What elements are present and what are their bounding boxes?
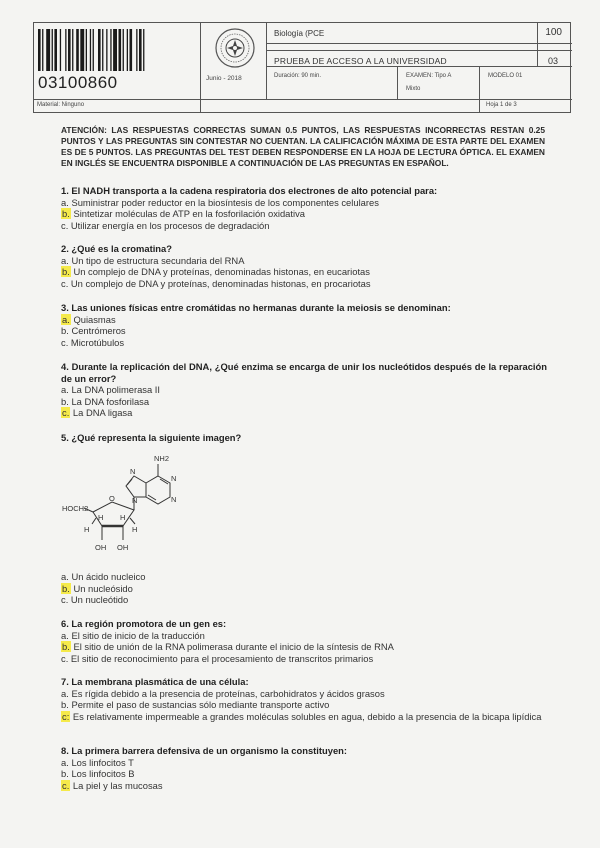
question-8	[61, 745, 547, 791]
option-b: b. Centrómeros	[61, 325, 126, 336]
code-mid: 03	[547, 56, 558, 66]
question-text: 2. ¿Qué es la cromatina?	[61, 243, 172, 254]
university-seal	[214, 27, 256, 69]
option-b: b. Los linfocitos B	[61, 768, 135, 779]
question-2	[61, 243, 547, 289]
option-c: c: Es relativamente impermeable a grandes moléculas solubles en agua, debido a la presencia de la bicapa lipídica	[62, 710, 542, 722]
label-hoch2: HOCH2	[62, 504, 89, 513]
exam-date: Junio - 2018	[206, 75, 242, 82]
option-b: b. Un nucleósido	[62, 582, 133, 594]
exam-header	[33, 22, 571, 113]
divider	[397, 66, 398, 99]
divider	[266, 43, 572, 44]
option-a: a. Suministrar poder reductor en la biosíntesis de los componentes celulares	[61, 196, 379, 208]
attention-notice: ATENCIÓN: LAS RESPUESTAS CORRECTAS SUMAN 0.5 PUNTOS, LAS RESPUESTAS INCORRECTAS RESTAN 0.25 PUNTOS Y LAS PREGUNTAS SIN CONTESTAR NO CUENTAN. LA CALIFICACIÓN MÁXIMA DE ESTA PARTE DEL EXAMEN ES DE 5 PUNTOS. LAS PREGUNTAS DEL TEST DEBEN RESPONDERSE EN LA HOJA DE LECTURA ÓPTICA. EL EXAMEN EN INGLÉS SE ENCUENTRA DISPONIBLE A CONTINUACIÓN DE LAS PREGUNTAS EN ESPAÑOL.	[61, 125, 545, 168]
option-c: c. Microtúbulos	[61, 336, 125, 348]
question-text: 6. La región promotora de un gen es:	[61, 618, 227, 629]
option-a: a. El sitio de inicio de la traducción	[61, 629, 205, 641]
barcode-number: 03100860	[38, 73, 118, 92]
adenosine-structure-diagram	[62, 448, 192, 563]
question-text: 5. ¿Qué representa la siguiente imagen?	[61, 432, 242, 443]
option-b: b. Un complejo de DNA y proteínas, denominadas histonas, en eucariotas	[62, 266, 370, 277]
option-b: b. Sintetizar moléculas de ATP en la fosforilación oxidativa	[62, 208, 305, 219]
label-h: H	[120, 513, 126, 522]
label-oh: OH	[117, 543, 129, 552]
option-b: b. Permite el paso de sustancias sólo mediante transporte activo	[61, 699, 330, 710]
question-6	[61, 618, 547, 664]
option-b: b. La DNA fosforilasa	[61, 395, 150, 407]
question-text: 1. El NADH transporta a la cadena respiratoria dos electrones de alto potencial para:	[61, 185, 438, 196]
option-c: c. La DNA ligasa	[62, 407, 133, 418]
question-4	[61, 361, 547, 419]
label-h: H	[84, 525, 90, 534]
label-ring-oxygen: O	[109, 494, 115, 503]
code-top: 100	[545, 27, 562, 38]
label-n3: N	[171, 495, 177, 504]
label-h: H	[98, 513, 104, 522]
option-c: c. Un nucleótido	[61, 594, 129, 605]
barcode	[38, 29, 194, 71]
exam-kind: Mixto	[406, 86, 421, 92]
label-nh2: NH2	[154, 454, 170, 463]
label-h: H	[132, 525, 138, 534]
label-n7: N	[130, 467, 136, 476]
sheet-number: Hoja 1 de 3	[486, 102, 517, 108]
duration: Duración: 90 min.	[274, 73, 322, 79]
option-c: c. Utilizar energía en los procesos de degradación	[61, 219, 270, 231]
divider	[266, 50, 572, 51]
question-text: 8. La primera barrera defensiva de un organismo la constituyen:	[61, 745, 348, 756]
option-c: c. La piel y las mucosas	[62, 779, 163, 791]
option-a: a. Quiasmas	[62, 313, 116, 325]
label-oh: OH	[95, 543, 107, 552]
divider	[479, 66, 480, 112]
question-3	[61, 302, 547, 348]
subject: Biología (PCE	[274, 29, 325, 38]
option-a: a. Los linfocitos T	[61, 756, 134, 768]
option-b: b. El sitio de unión de la RNA polimerasa durante el inicio de la síntesis de RNA	[62, 641, 394, 652]
question-text: 4. Durante la replicación del DNA, ¿Qué enzima se encarga de unir los nucleótidos después de la reparación de un error?	[61, 361, 547, 384]
divider	[266, 66, 572, 67]
divider	[34, 99, 572, 100]
exam-title: PRUEBA DE ACCESO A LA UNIVERSIDAD	[274, 56, 447, 66]
material: Material: Ninguno	[37, 102, 85, 108]
question-text: 3. Las uniones físicas entre cromátidas no hermanas durante la meiosis se denominan:	[61, 302, 451, 313]
option-c: c. Un complejo de DNA y proteínas, denominadas histonas, en procariotas	[61, 277, 371, 289]
option-c: c. El sitio de reconocimiento para el procesamiento de transcritos primarios	[61, 652, 374, 664]
question-1	[61, 185, 547, 231]
question-text: 7. La membrana plasmática de una célula:	[61, 676, 249, 687]
option-a: a. Es rígida debido a la presencia de proteínas, carbohidratos y ácidos grasos	[61, 687, 385, 699]
question-5-options	[61, 571, 547, 606]
option-a: a. La DNA polimerasa II	[61, 384, 161, 395]
exam-type: EXAMEN: Tipo A	[406, 73, 452, 79]
divider	[266, 23, 267, 99]
question-5-title	[61, 432, 547, 444]
option-a: a. Un ácido nucleico	[61, 571, 146, 582]
option-a: a. Un tipo de estructura secundaria del RNA	[61, 254, 245, 266]
label-n9: N	[132, 496, 138, 505]
divider	[537, 23, 538, 66]
question-7	[61, 676, 547, 722]
exam-model: MODELO 01	[488, 73, 523, 79]
label-n1: N	[171, 474, 177, 483]
